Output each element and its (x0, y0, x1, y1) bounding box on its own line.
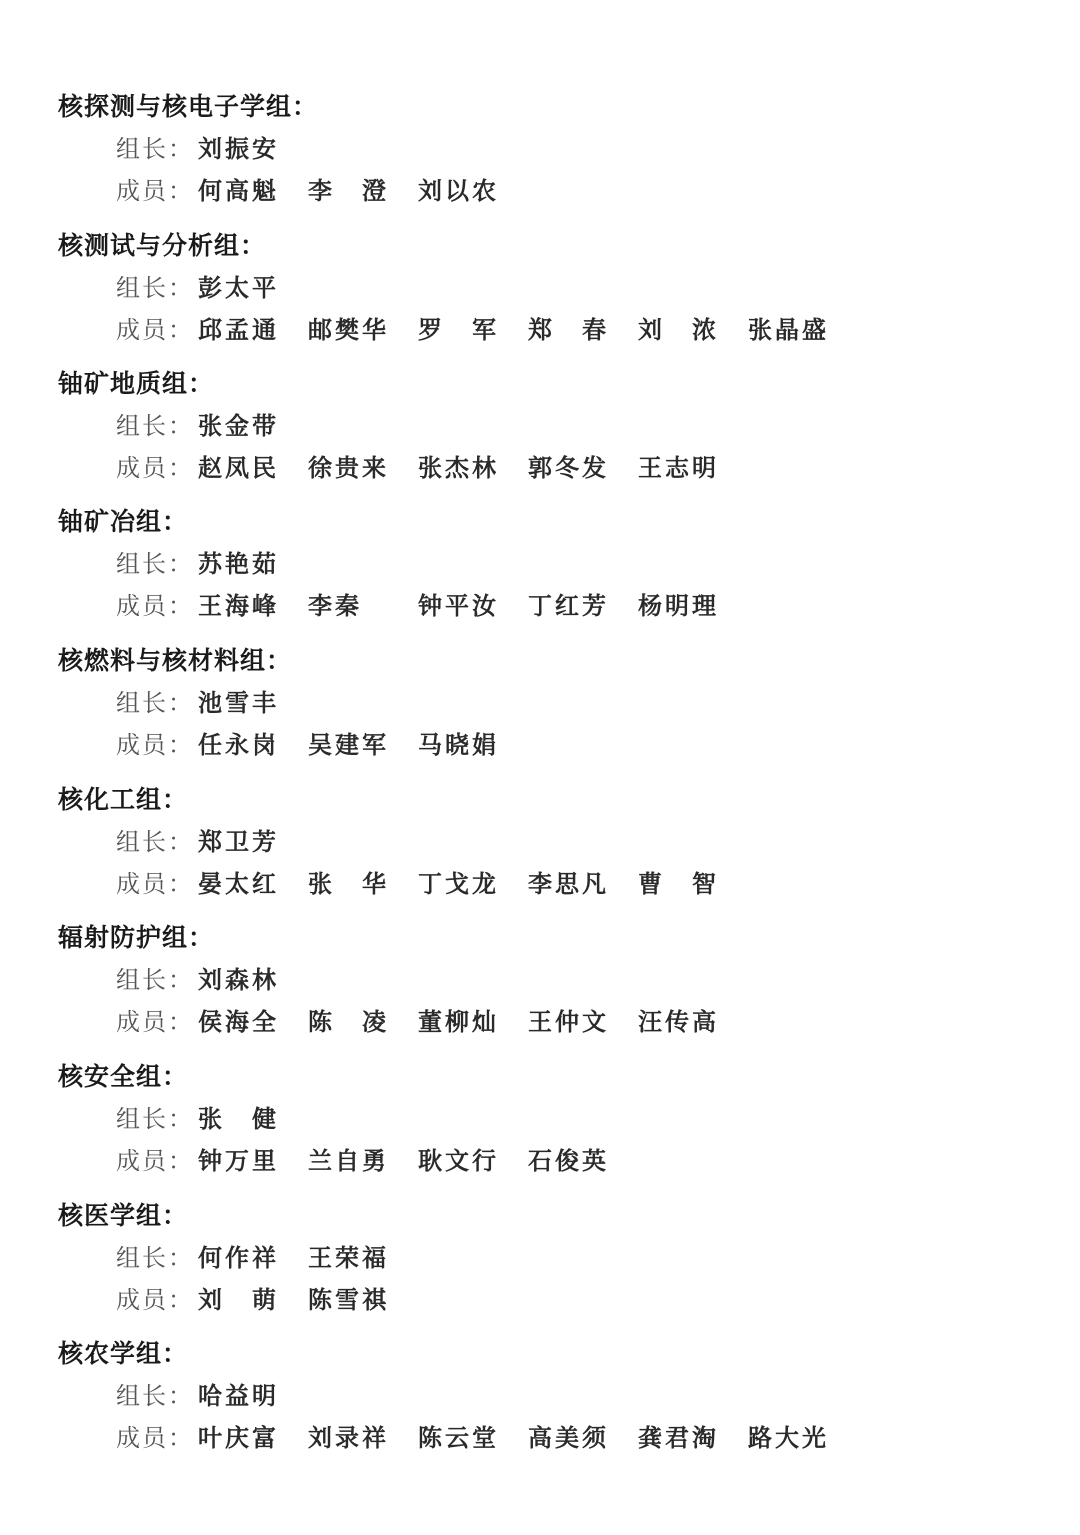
member-name: 曹 智 (638, 869, 719, 898)
member-label: 成员： (116, 1008, 194, 1036)
member-label: 成员： (116, 592, 194, 620)
member-name: 邮樊华 (308, 315, 389, 344)
leader-name: 池雪丰 (198, 688, 279, 717)
member-name: 李 澄 (308, 176, 389, 205)
member-name: 马晓娟 (418, 730, 499, 759)
member-name: 钟万里 (198, 1146, 279, 1175)
member-label: 成员： (116, 1424, 194, 1452)
leader-name: 刘振安 (198, 134, 279, 163)
group-title: 核化工组： (58, 785, 189, 814)
member-name: 王仲文 (528, 1007, 609, 1036)
member-name: 任永岗 (198, 730, 279, 759)
group-title: 铀矿地质组： (58, 369, 215, 398)
member-name: 何高魁 (198, 176, 279, 205)
member-name: 邱孟通 (198, 315, 279, 344)
leader-label: 组长： (116, 135, 194, 163)
member-name: 丁戈龙 (418, 869, 499, 898)
leader-name: 苏艳茹 (198, 549, 279, 578)
member-name: 陈云堂 (418, 1423, 499, 1452)
group-title: 核探测与核电子学组： (58, 92, 319, 121)
leader-name: 刘森林 (198, 965, 279, 994)
member-name: 刘以农 (418, 176, 499, 205)
group-title: 核测试与分析组： (58, 231, 267, 260)
leader-name: 何作祥 (198, 1243, 279, 1272)
group-title: 辐射防护组： (58, 923, 215, 952)
member-name: 龚君淘 (638, 1423, 719, 1452)
member-label: 成员： (116, 1286, 194, 1314)
member-label: 成员： (116, 731, 194, 759)
leader-label: 组长： (116, 550, 194, 578)
member-name: 吴建军 (308, 730, 389, 759)
member-name: 郑 春 (528, 315, 609, 344)
member-name: 张杰林 (418, 453, 499, 482)
group-title: 核安全组： (58, 1062, 189, 1091)
member-label: 成员： (116, 870, 194, 898)
member-name: 丁红芳 (528, 591, 609, 620)
member-name: 汪传高 (638, 1007, 719, 1036)
member-name: 兰自勇 (308, 1146, 389, 1175)
member-name: 高美须 (528, 1423, 609, 1452)
member-label: 成员： (116, 1147, 194, 1175)
member-name: 陈雪祺 (308, 1285, 389, 1314)
member-label: 成员： (116, 177, 194, 205)
member-name: 刘 浓 (638, 315, 719, 344)
member-name: 徐贵来 (308, 453, 389, 482)
member-name: 刘录祥 (308, 1423, 389, 1452)
member-name: 张晶盛 (748, 315, 829, 344)
member-name: 郭冬发 (528, 453, 609, 482)
leader-label: 组长： (116, 1382, 194, 1410)
member-label: 成员： (116, 454, 194, 482)
member-name: 路大光 (748, 1423, 829, 1452)
leader-label: 组长： (116, 828, 194, 856)
leader-name: 张 健 (198, 1104, 279, 1133)
leader-name: 王荣福 (308, 1243, 389, 1272)
member-name: 赵凤民 (198, 453, 279, 482)
member-name: 石俊英 (528, 1146, 609, 1175)
member-name: 杨明理 (638, 591, 719, 620)
member-name: 王志明 (638, 453, 719, 482)
leader-name: 郑卫芳 (198, 827, 279, 856)
member-name: 陈 凌 (308, 1007, 389, 1036)
member-name: 董柳灿 (418, 1007, 499, 1036)
member-label: 成员： (116, 316, 194, 344)
leader-label: 组长： (116, 1105, 194, 1133)
member-name: 侯海全 (198, 1007, 279, 1036)
member-name: 刘 萌 (198, 1285, 279, 1314)
member-name: 王海峰 (198, 591, 279, 620)
member-name: 耿文行 (418, 1146, 499, 1175)
group-title: 铀矿冶组： (58, 507, 189, 536)
leader-label: 组长： (116, 274, 194, 302)
member-name: 晏太红 (198, 869, 279, 898)
member-name: 钟平汝 (418, 591, 499, 620)
leader-label: 组长： (116, 1244, 194, 1272)
leader-label: 组长： (116, 966, 194, 994)
group-title: 核燃料与核材料组： (58, 646, 293, 675)
leader-name: 哈益明 (198, 1381, 279, 1410)
group-title: 核医学组： (58, 1201, 189, 1230)
leader-name: 张金带 (198, 411, 279, 440)
member-name: 李秦 (308, 591, 362, 620)
member-name: 张 华 (308, 869, 389, 898)
member-name: 李思凡 (528, 869, 609, 898)
group-title: 核农学组： (58, 1339, 189, 1368)
leader-label: 组长： (116, 689, 194, 717)
member-name: 罗 军 (418, 315, 499, 344)
leader-name: 彭太平 (198, 273, 279, 302)
member-name: 叶庆富 (198, 1423, 279, 1452)
leader-label: 组长： (116, 412, 194, 440)
